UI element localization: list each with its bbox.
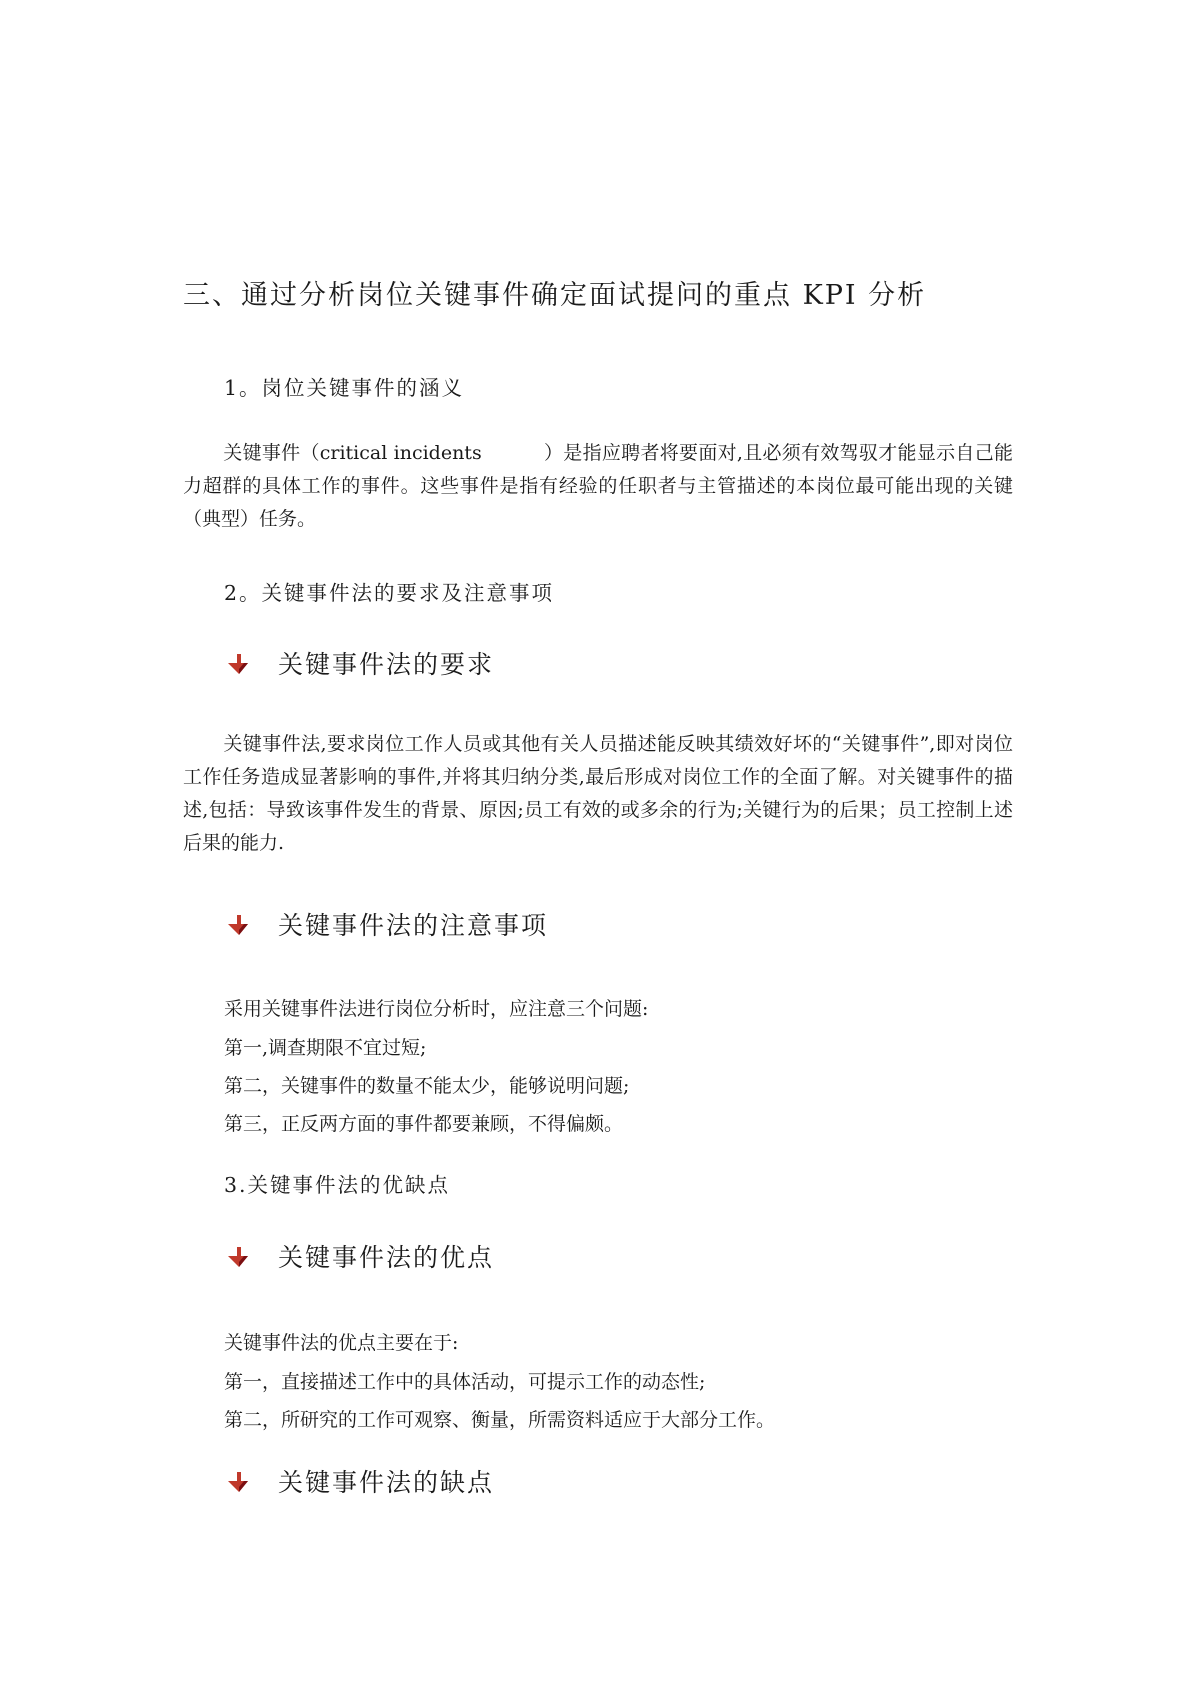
definition-prefix: 关键事件（critical incidents xyxy=(223,442,482,464)
requirements-text: 关键事件法,要求岗位工作人员或其他有关人员描述能反映其绩效好坏的“关键事件”,即对岗位工作任务造成显著影响的事件,并将其归纳分类,最后形成对岗位工作的全面了解。对关键事件的描述,包括：导致该事件发生的背景、原因;员工有效的或多余的行为;关键行为的后果；员工控制上述后果的能力. xyxy=(183,733,1013,854)
subheading-3: 3.关键事件法的优缺点 xyxy=(224,1173,451,1197)
notes-line-3: 第二，关键事件的数量不能太少，能够说明问题; xyxy=(224,1075,630,1097)
definition-suffix: ）是指应聘者将要面对,且必须有效驾驭才能显示自己能力超群的具体工作的事件。这些事件是指有经验的任职者与主管描述的本岗位最可能出现的关键（典型）任务。 xyxy=(183,442,1013,530)
subheading-1: 1。岗位关键事件的涵义 xyxy=(224,376,465,400)
bullet-advantages-label: 关键事件法的优点 xyxy=(278,1243,495,1272)
bullet-requirements-label: 关键事件法的要求 xyxy=(278,650,495,679)
arrow-bullet-icon xyxy=(224,912,250,938)
notes-line-4: 第三，正反两方面的事件都要兼顾，不得偏颇。 xyxy=(224,1113,624,1135)
advantages-line-3: 第二，所研究的工作可观察、衡量，所需资料适应于大部分工作。 xyxy=(224,1409,776,1431)
arrow-bullet-icon xyxy=(224,1244,250,1270)
advantages-line-2: 第一，直接描述工作中的具体活动，可提示工作的动态性; xyxy=(224,1371,706,1393)
bullet-disadvantages-label: 关键事件法的缺点 xyxy=(278,1468,495,1497)
notes-line-2: 第一,调查期限不宜过短; xyxy=(224,1037,427,1059)
arrow-bullet-icon xyxy=(224,1469,250,1495)
paragraph-requirements xyxy=(183,728,1013,860)
section-title: 三、通过分析岗位关键事件确定面试提问的重点 KPI 分析 xyxy=(183,280,927,311)
advantages-line-1: 关键事件法的优点主要在于: xyxy=(224,1332,459,1354)
arrow-bullet-icon xyxy=(224,651,250,677)
bullet-notes-label: 关键事件法的注意事项 xyxy=(278,911,549,940)
paragraph-definition xyxy=(183,437,1013,536)
subheading-2: 2。关键事件法的要求及注意事项 xyxy=(224,581,555,605)
notes-line-1: 采用关键事件法进行岗位分析时，应注意三个问题: xyxy=(224,998,649,1020)
